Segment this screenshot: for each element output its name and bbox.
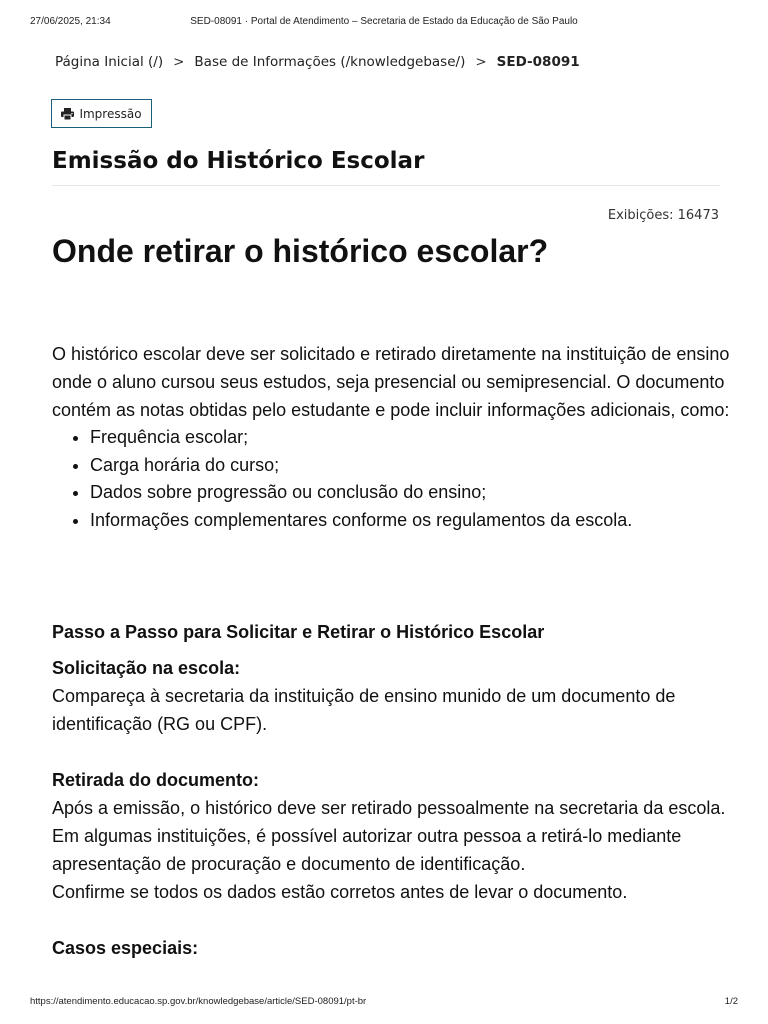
list-item: • Carga horária do curso; <box>90 452 732 480</box>
breadcrumb-separator: > <box>475 54 487 70</box>
step-note-pickup: Confirme se todos os dados estão corretos antes de levar o documento. <box>52 882 628 902</box>
print-button-label: Impressão <box>79 106 142 121</box>
list-item: • Informações complementares conforme os regulamentos da escola. <box>90 507 732 535</box>
list-item: • Dados sobre progressão ou conclusão do ensino; <box>90 479 732 507</box>
steps-heading: Passo a Passo para Solicitar e Retirar o Histórico Escolar <box>52 622 545 642</box>
step-title-request: Solicitação na escola: <box>52 658 241 678</box>
article-heading: Onde retirar o histórico escolar? <box>52 233 549 269</box>
breadcrumb-current: SED-08091 <box>496 54 580 70</box>
print-button[interactable] <box>51 99 152 128</box>
step-title-pickup: Retirada do documento: <box>52 770 260 790</box>
page-number: 1/2 <box>724 996 738 1007</box>
breadcrumb-home-link[interactable]: Página Inicial (/) <box>55 54 164 70</box>
title-divider <box>52 185 720 186</box>
print-page-title: SED-08091 · Portal de Atendimento – Secretaria de Estado da Educação de São Paulo <box>190 16 578 27</box>
article-content <box>52 228 732 962</box>
article-intro: O histórico escolar deve ser solicitado e retirado diretamente na instituição de ensino onde o aluno cursou seus estudos, seja presencial ou semipresencial. O documento contém as notas obtidas pelo estudante e pode incluir informações adicionais, como: <box>52 344 730 420</box>
print-footer <box>30 996 738 1007</box>
info-list <box>52 424 732 534</box>
breadcrumb-knowledgebase-link[interactable]: Base de Informações (/knowledgebase/) <box>194 54 466 70</box>
print-date: 27/06/2025, 21:34 <box>30 16 111 27</box>
printer-icon <box>61 108 74 120</box>
breadcrumb <box>55 54 580 70</box>
list-item: • Frequência escolar; <box>90 424 732 452</box>
step-body-request: Compareça à secretaria da instituição de ensino munido de um documento de identificação (RG ou CPF). <box>52 686 676 734</box>
kb-title: Emissão do Histórico Escolar <box>52 148 425 174</box>
print-url: https://atendimento.educacao.sp.gov.br/knowledgebase/article/SED-08091/pt-br <box>30 996 367 1007</box>
view-count: Exibições: 16473 <box>607 208 719 223</box>
step-title-special: Casos especiais: <box>52 938 199 958</box>
step-body-pickup: Após a emissão, o histórico deve ser retirado pessoalmente na secretaria da escola. Em algumas instituições, é possível autorizar outra pessoa a retirá-lo mediante apresentação de procuração e documento de identificação. <box>52 798 726 874</box>
breadcrumb-separator: > <box>173 54 185 70</box>
